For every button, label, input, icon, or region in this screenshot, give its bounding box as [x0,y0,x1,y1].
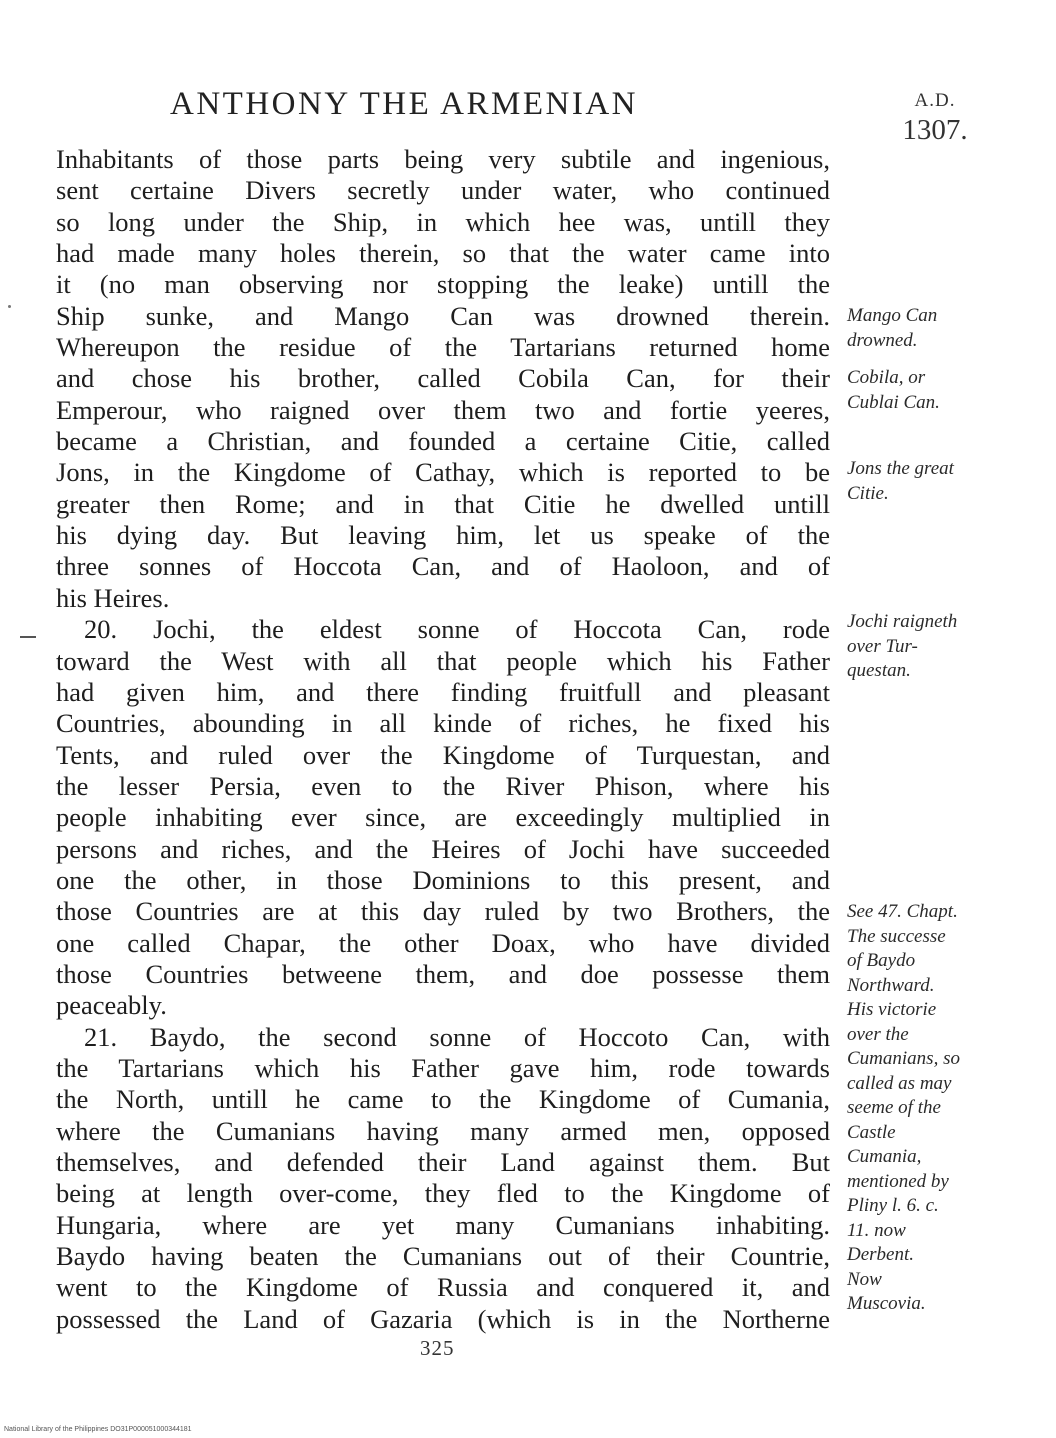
margin-note-line: 11. now [847,1219,906,1241]
text-line: became a Christian, and founded a certaine Citie, called [56,426,830,457]
margin-note-line: Cublai Can. [847,391,940,413]
scan-credit: National Library of the Philippines DO31P000051000344181 [4,1426,192,1433]
margin-note-jochi [847,610,1027,684]
text-line: had given him, and there finding fruitfull and pleasant [56,676,830,707]
margin-note-line: called as may [847,1072,952,1094]
text-line: Baydo having beaten the Cumanians out of their Countrie, [56,1241,830,1272]
running-title: ANTHONY THE ARMENIAN [170,86,638,122]
text-line: so long under the Ship, in which hee was, untill they [56,206,830,237]
margin-note-line: over Tur- [847,635,918,657]
text-line: the Tartarians which his Father gave him, rode towards [56,1052,830,1083]
margin-dash-mark [20,636,36,638]
year-label: 1307. [902,114,968,146]
margin-note-line: Castle [847,1121,896,1143]
text-line: his dying day. But leaving him, let us speake of the [56,520,830,551]
margin-note-line: questan. [847,660,911,681]
text-line: sent certaine Divers secretly under water, who continued [56,175,830,206]
text-line: his Heires. [56,582,170,613]
margin-note-line: Cumania, [847,1146,922,1167]
text-line: it (no man observing nor stopping the leake) untill the [56,269,830,300]
text-line: Hungaria, where are yet many Cumanians inhabiting. [56,1209,830,1240]
text-line: the North, untill he came to the Kingdome of Cumania, [56,1084,830,1115]
text-line: Jons, in the Kingdome of Cathay, which is reported to be [56,457,830,488]
text-line: peaceably. [56,990,167,1021]
margin-note-line: Muscovia. [847,1293,926,1314]
text-line: those Countries betweene them, and doe possesse them [56,958,830,989]
text-line: being at length over-come, they fled to the Kingdome of [56,1178,830,1209]
text-line: three sonnes of Hoccota Can, and of Haoloon, and of [56,551,830,582]
margin-note-line: over the [847,1023,909,1045]
margin-note-line: seeme of the [847,1097,941,1118]
text-line: toward the West with all that people which his Father [56,645,830,676]
text-line: one called Chapar, the other Doax, who have divided [56,927,830,958]
margin-note-line: Cumanians, so [847,1048,960,1069]
margin-note-line: of Baydo [847,950,916,971]
paragraph-20-start: 20. Jochi, the eldest sonne of Hoccota Can, rode [84,614,830,645]
text-line: had made many holes therein, so that the water came into [56,238,830,269]
text-line: themselves, and defended their Land against them. But [56,1147,830,1177]
margin-note-baydo [847,900,1027,1317]
margin-note-line: Now [847,1268,882,1290]
text-line: persons and riches, and the Heires of Jochi have succeeded [56,833,830,864]
paragraph-21-start: 21. Baydo, the second sonne of Hoccoto Can, with [84,1021,830,1052]
text-line: and chose his brother, called Cobila Can, for their [56,363,830,394]
text-line: Inhabitants of those parts being very subtile and ingenious, [56,144,830,174]
text-line: Countries, abounding in all kinde of riches, he fixed his [56,708,830,739]
margin-note-line: The successe [847,925,946,947]
margin-note-line: drowned. [847,329,918,351]
margin-note-line: Citie. [847,482,889,504]
margin-note-jons [847,457,1027,506]
margin-note-cobila [847,366,1027,415]
text-line: where the Cumanians having many armed men, opposed [56,1115,830,1146]
margin-note-line: Northward. [847,974,935,996]
text-line: Tents, and ruled over the Kingdome of Turquestan, and [56,739,830,770]
margin-note-line: Jochi raigneth [847,611,958,632]
main-text-column [56,144,830,1335]
margin-dot-mark [8,305,11,308]
text-line: one the other, in those Dominions to this present, and [56,864,830,895]
text-line: Emperour, who raigned over them two and fortie yeeres, [56,394,830,425]
margin-note-line: Derbent. [847,1244,915,1265]
text-line: people inhabiting ever since, are exceedingly multiplied in [56,802,830,833]
margin-note-mango [847,304,1027,353]
text-line: Whereupon the residue of the Tartarians returned home [56,332,830,363]
margin-note-line: Cobila, or [847,367,926,388]
page-number: 325 [420,1336,455,1360]
margin-note-line: Pliny l. 6. c. [847,1195,939,1216]
text-line: Ship sunke, and Mango Can was drowned therein. [56,300,830,331]
margin-note-line: Jons the great [847,458,954,479]
margin-note-line: See 47. Chapt. [847,901,958,922]
text-line: the lesser Persia, even to the River Phison, where his [56,770,830,801]
text-line: those Countries are at this day ruled by two Brothers, the [56,896,830,927]
text-line: greater then Rome; and in that Citie he dwelled untill [56,488,830,519]
margin-note-line: Mango Can [847,305,938,326]
year-block [890,90,980,147]
margin-note-line: His victorie [847,999,937,1020]
text-line: went to the Kingdome of Russia and conquered it, and [56,1272,830,1303]
margin-note-line: mentioned by [847,1170,949,1192]
era-label: A.D. [914,90,956,111]
text-line: possessed the Land of Gazaria (which is in the Northerne [56,1303,830,1334]
